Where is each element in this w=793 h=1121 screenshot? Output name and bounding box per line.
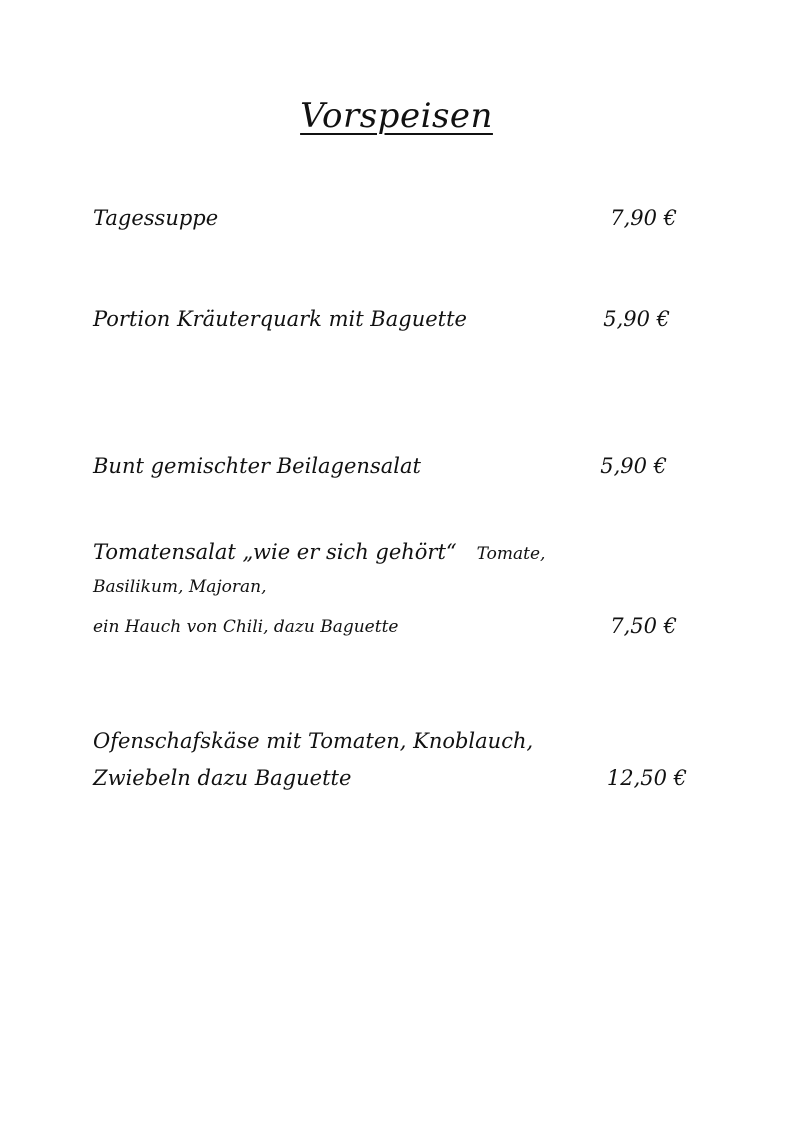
menu-item-name: Ofenschafskäse mit Tomaten, Knoblauch, [93, 729, 534, 753]
menu-item-price: 5,90 € [603, 307, 670, 331]
menu-item-description: Basilikum, Majoran, [93, 577, 267, 597]
menu-item-price: 5,90 € [600, 454, 667, 478]
page-title [0, 96, 793, 136]
menu-item-note: Tomate, [476, 544, 546, 564]
menu-item-price: 7,50 € [610, 614, 677, 638]
menu-item-name [93, 539, 545, 567]
menu-item-name: Tagessuppe [93, 206, 219, 230]
menu-item-description: Zwiebeln dazu Baguette [93, 766, 352, 790]
menu-item-name-text: Tomatensalat „wie er sich gehört“ [93, 540, 457, 564]
page-title-text: Vorspeisen [300, 96, 493, 136]
menu-item-name: Bunt gemischter Beilagensalat [93, 454, 421, 478]
menu-item-price: 12,50 € [606, 766, 687, 790]
menu-item-name: Portion Kräuterquark mit Baguette [93, 307, 467, 331]
menu-item-description: ein Hauch von Chili, dazu Baguette [93, 617, 399, 637]
menu-item-price: 7,90 € [610, 206, 677, 230]
